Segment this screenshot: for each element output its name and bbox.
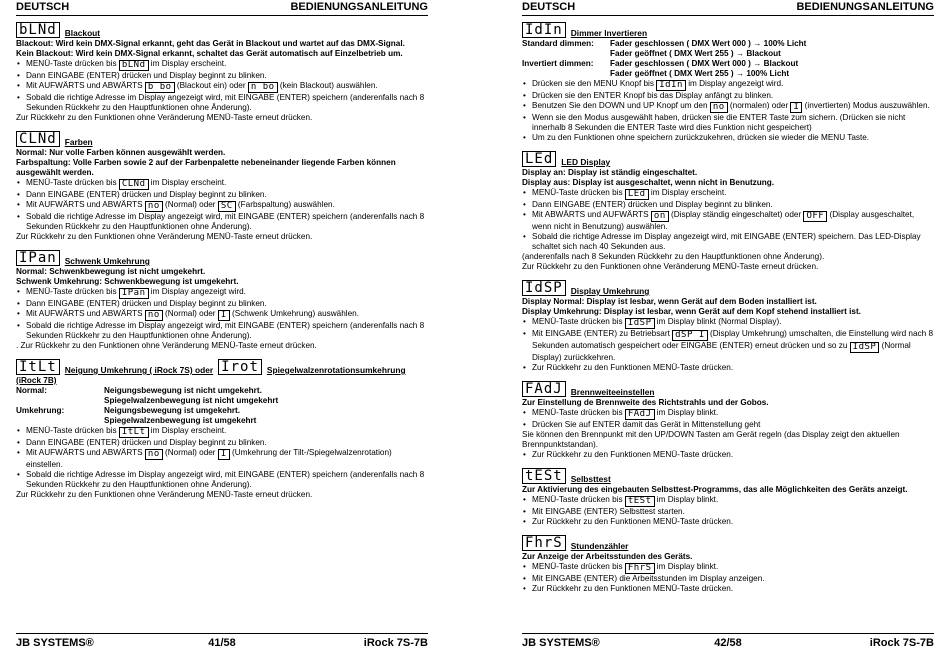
section-title: Neigung Umkehrung ( iRock 7S) oder bbox=[64, 365, 214, 375]
list-item: • Sobald die richtige Adresse im Display angezeigt wird, mit EINGABE (ENTER) speichern (anderenfalls nach 8 Sekunden Rückkehr zu den Hauptfunktionen ohne Änderung). bbox=[26, 212, 428, 232]
lcd-display-icon: LEd bbox=[625, 189, 649, 200]
list-item: • Dann EINGABE (ENTER) drücken und Display beginnt zu blinken. bbox=[26, 71, 428, 81]
desc-line: Display Normal: Display ist lesbar, wenn Gerät auf dem Boden installiert ist. bbox=[522, 297, 817, 306]
lcd-display-icon: I bbox=[218, 310, 230, 321]
section-title: Spiegelwalzenrotationsumkehrung bbox=[266, 365, 406, 375]
lcd-display-icon: tESt bbox=[522, 468, 566, 484]
desc-line: Farbspaltung: Volle Farben sowie 2 auf der Farbenpalette nebeneinander liegende Farben können ausgewählt werden. bbox=[16, 158, 396, 177]
list-item: • Zur Rückkehr zu den Funktionen MENÜ-Taste drücken. bbox=[532, 584, 934, 594]
return-note: . Zur Rückkehr zu den Funktionen ohne Veränderung MENÜ-Taste erneut drücken. bbox=[16, 341, 317, 350]
page-left bbox=[16, 0, 428, 654]
note: (anderenfalls nach 8 Sekunden Rückkehr zu den Hauptfunktionen ohne Änderung). bbox=[522, 252, 825, 261]
list-item: • Um zu den Funktionen ohne speichern zurückzukehren, drücken sie wieder die MENU Taste. bbox=[532, 133, 934, 143]
footer-rule bbox=[16, 633, 428, 634]
lcd-display-icon: n bo bbox=[248, 82, 278, 93]
lcd-display-icon: bLNd bbox=[119, 60, 149, 71]
note: Sie können den Brennpunkt mit den UP/DOWN Tasten am Gerät regeln (das Display zeigt den aktuellen Brennpunktstandan). bbox=[522, 430, 900, 449]
section-blackout bbox=[16, 22, 428, 123]
lcd-display-icon: CLNd bbox=[119, 179, 149, 190]
lcd-display-icon: FAdJ bbox=[625, 409, 655, 420]
list-item: • Dann EINGABE (ENTER) drücken und Display beginnt zu blinken. bbox=[532, 200, 934, 210]
desc-line: Display Umkehrung: Display ist lesbar, wenn Gerät auf dem Kopf stehend installiert ist. bbox=[522, 307, 861, 316]
header-language: DEUTSCH bbox=[522, 1, 576, 13]
list-item: • MENÜ-Taste drücken bis CLNd im Display erscheint. bbox=[26, 178, 428, 190]
page-body bbox=[522, 22, 934, 602]
lcd-display-icon: IdIn bbox=[522, 22, 566, 38]
lcd-display-icon: FhrS bbox=[522, 535, 566, 551]
section-dimmer bbox=[522, 22, 934, 143]
page-header bbox=[522, 0, 934, 14]
lcd-display-icon: IdSP bbox=[625, 318, 655, 329]
list-item: • MENÜ-Taste drücken bis FhrS im Display blinkt. bbox=[532, 562, 934, 574]
lcd-display-icon: no bbox=[145, 201, 163, 212]
footer-rule bbox=[522, 633, 934, 634]
footer-model: iRock 7S-7B bbox=[363, 637, 428, 649]
section-led-display bbox=[522, 151, 934, 272]
lcd-display-icon: SC bbox=[218, 201, 236, 212]
list-item: • Zur Rückkehr zu den Funktionen MENÜ-Taste drücken. bbox=[532, 517, 934, 527]
mode-table: Standard dimmen: Fader geschlossen ( DMX Wert 000 ) → 100% Licht Fader geöffnet ( DMX Wert 255 ) → Blackout Invertiert dimmen: Fader geschlossen ( DMX Wert 000 ) → Blackout Fader geöffnet ( DMX Wert 255 ) → 100% Licht bbox=[522, 39, 807, 78]
page-right bbox=[522, 0, 934, 654]
return-note: Zur Rückkehr zu den Funktionen ohne Veränderung MENÜ-Taste erneut drücken. bbox=[16, 490, 313, 499]
desc-line: Zur Aktivierung des eingebauten Selbsttest-Programms, das alle Möglichkeiten des Geräts anzeigt. bbox=[522, 485, 908, 494]
list-item: • Mit EINGABE (ENTER) die Arbeitsstunden im Display anzeigen. bbox=[532, 574, 934, 584]
lcd-display-icon: IPan bbox=[119, 288, 149, 299]
list-item: • MENÜ-Taste drücken bis bLNd im Display erscheint. bbox=[26, 59, 428, 71]
list-item: • MENÜ-Taste drücken bis LEd im Display erscheint. bbox=[532, 188, 934, 200]
page-footer bbox=[16, 636, 428, 650]
desc-line: Display aus: Display ist ausgeschaltet, wenn nicht in Benutzung. bbox=[522, 178, 775, 187]
list-item: • MENÜ-Taste drücken bis IPan im Display angezeigt wird. bbox=[26, 287, 428, 299]
footer-model: iRock 7S-7B bbox=[869, 637, 934, 649]
lcd-display-icon: CLNd bbox=[16, 131, 60, 147]
section-title: Schwenk Umkehrung bbox=[64, 256, 150, 266]
lcd-display-icon: on bbox=[651, 211, 669, 222]
lcd-display-icon: no bbox=[710, 102, 728, 113]
lcd-display-icon: b bo bbox=[145, 82, 175, 93]
list-item: • Mit EINGABE (ENTER) Selbsttest starten. bbox=[532, 507, 934, 517]
section-farben bbox=[16, 131, 428, 242]
footer-brand: JB SYSTEMS® bbox=[16, 637, 94, 649]
lcd-display-icon: FAdJ bbox=[522, 381, 566, 397]
header-title: BEDIENUNGSANLEITUNG bbox=[290, 1, 428, 13]
lcd-display-icon: LEd bbox=[522, 151, 556, 167]
list-item: • Mit ABWÄRTS und AUFWÄRTS on (Display ständig eingeschaltet) oder OFF (Display ausgeschaltet, wenn nicht in Benutzung) auswählen. bbox=[532, 210, 934, 232]
section-stundenzaehler bbox=[522, 535, 934, 594]
list-item: • MENÜ-Taste drücken bis tESt im Display blinkt. bbox=[532, 495, 934, 507]
lcd-display-icon: OFF bbox=[803, 211, 827, 222]
desc-line: Display an: Display ist ständig eingeschaltet. bbox=[522, 168, 698, 177]
section-title: Dimmer Invertieren bbox=[570, 28, 648, 38]
list-item: • MENÜ-Taste drücken bis FAdJ im Display blinkt. bbox=[532, 408, 934, 420]
list-item: • Dann EINGABE (ENTER) drücken und Display beginnt zu blinken. bbox=[26, 190, 428, 200]
return-note: Zur Rückkehr zu den Funktionen ohne Veränderung MENÜ-Taste erneut drücken. bbox=[16, 232, 313, 241]
lcd-display-icon: I bbox=[218, 449, 230, 460]
lcd-display-icon: no bbox=[145, 449, 163, 460]
list-item: • Zur Rückkehr zu den Funktionen MENÜ-Taste drücken. bbox=[532, 363, 934, 373]
desc-line: Normal: Nur volle Farben können ausgewählt werden. bbox=[16, 148, 226, 157]
section-brennweite bbox=[522, 381, 934, 460]
list-item: • Mit AUFWÄRTS und ABWÄRTS no (Normal) oder SC (Farbspaltung) auswählen. bbox=[26, 200, 428, 212]
return-note: Zur Rückkehr zu den Funktionen ohne Veränderung MENÜ-Taste erneut drücken. bbox=[16, 113, 313, 122]
section-title: Brennweiteeinstellen bbox=[570, 387, 655, 397]
header-rule bbox=[16, 15, 428, 16]
lcd-display-icon: IdIn bbox=[656, 80, 686, 91]
list-item: • Wenn sie den Modus ausgewählt haben, drücken sie die ENTER Taste zum sichern. (Drücken sie nicht innerhalb 8 Sekunden die ENTER Taste wird dies Funktion nicht gespeichert) bbox=[532, 113, 934, 133]
section-neigung bbox=[16, 359, 428, 500]
lcd-display-icon: IdSP bbox=[522, 280, 566, 296]
desc-line: Blackout: Wird kein DMX-Signal erkannt, geht das Gerät in Blackout und wartet auf das DMX-Signal. bbox=[16, 39, 405, 48]
list-item: • Drücken sie den MENU Knopf bis IdIn im Display angezeigt wird. bbox=[532, 79, 934, 91]
desc-line: Schwenk Umkehrung: Schwenkbewegung ist umgekehrt. bbox=[16, 277, 239, 286]
list-item: • Benutzen Sie den DOWN und UP Knopf um den no (normalen) oder I (invertierten) Modus auszuwählen. bbox=[532, 101, 934, 113]
header-rule bbox=[522, 15, 934, 16]
list-item: • Sobald die richtige Adresse im Display angezeigt wird, mit EINGABE (ENTER) speichern (anderenfalls nach 8 Sekunden Rückkehr zu den Hauptfunktionen ohne Änderung). bbox=[26, 321, 428, 341]
section-title: LED Display bbox=[561, 157, 611, 167]
list-item: • Drücken sie den ENTER Knopf bis das Display anfängt zu blinken. bbox=[532, 91, 934, 101]
page-number: 42/58 bbox=[714, 637, 742, 649]
desc-line: Zur Anzeige der Arbeitsstunden des Geräts. bbox=[522, 552, 693, 561]
header-title: BEDIENUNGSANLEITUNG bbox=[796, 1, 934, 13]
section-title: Stundenzähler bbox=[570, 541, 629, 551]
lcd-display-icon: bLNd bbox=[16, 22, 60, 38]
lcd-display-icon: no bbox=[145, 310, 163, 321]
list-item: • Mit AUFWÄRTS und ABWÄRTS no (Normal) oder I (Schwenk Umkehrung) auswählen. bbox=[26, 309, 428, 321]
desc-line: Kein Blackout: Wird kein DMX-Signal erkannt, schaltet das Gerät automatisch auf Einzelbetrieb um. bbox=[16, 49, 403, 58]
list-item: • Mit AUFWÄRTS und ABWÄRTS b bo (Blackout ein) oder n bo (kein Blackout) auswählen. bbox=[26, 81, 428, 93]
section-schwenk bbox=[16, 250, 428, 351]
footer-brand: JB SYSTEMS® bbox=[522, 637, 600, 649]
desc-line: Zur Einstellung de Brennweite des Richtstrahls und der Gobos. bbox=[522, 398, 769, 407]
list-item: • Zur Rückkehr zu den Funktionen MENÜ-Taste drücken. bbox=[532, 450, 934, 460]
section-title: Selbsttest bbox=[570, 474, 611, 484]
list-item: • Mit AUFWÄRTS und ABWÄRTS no (Normal) oder I (Umkehrung der Tilt-/Spiegelwalzenrotation) einstellen. bbox=[26, 448, 428, 470]
lcd-display-icon: Irot bbox=[218, 359, 262, 375]
desc-line: Normal: Schwenkbewegung ist nicht umgekehrt. bbox=[16, 267, 206, 276]
section-selbsttest bbox=[522, 468, 934, 527]
list-item: • MENÜ-Taste drücken bis IdSP im Display blinkt (Normal Display). bbox=[532, 317, 934, 329]
page-number: 41/58 bbox=[208, 637, 236, 649]
lcd-display-icon: ItLt bbox=[16, 359, 60, 375]
lcd-display-icon: ItLt bbox=[119, 427, 149, 438]
list-item: • Sobald die richtige Adresse im Display angezeigt wird, mit EINGABE (ENTER) speichern (anderenfalls nach 8 Sekunden Rückkehr zu den Hauptfunktionen ohne Änderung). bbox=[26, 93, 428, 113]
section-title: Blackout bbox=[64, 28, 101, 38]
list-item: • Sobald die richtige Adresse im Display angezeigt wird, mit EINGABE (ENTER) speichern (anderenfalls nach 8 Sekunden Rückkehr zu den Hauptfunktionen ohne Änderung). bbox=[26, 470, 428, 490]
list-item: • Dann EINGABE (ENTER) drücken und Display beginnt zu blinken. bbox=[26, 299, 428, 309]
list-item: • Sobald die richtige Adresse im Display angezeigt wird, mit EINGABE (ENTER) speichern. Das LED-Display schaltet sich nach 40 Sekunden aus. bbox=[532, 232, 934, 252]
lcd-display-icon: I bbox=[790, 102, 802, 113]
return-note: Zur Rückkehr zu den Funktionen ohne Veränderung MENÜ-Taste erneut drücken. bbox=[522, 262, 819, 271]
section-title: Display Umkehrung bbox=[570, 286, 650, 296]
section-title: Farben bbox=[64, 137, 93, 147]
lcd-display-icon: IPan bbox=[16, 250, 60, 266]
page-footer bbox=[522, 636, 934, 650]
mode-table: Normal: Neigungsbewegung ist nicht umgekehrt. Spiegelwalzenbewegung ist nicht umgekehrt Umkehrung: Neigungsbewegung ist umgekehrt. Spiegelwalzenbewegung ist umgekehrt bbox=[16, 386, 279, 425]
lcd-display-icon: dSP I bbox=[672, 330, 708, 341]
list-item: • Drücken Sie auf ENTER damit das Gerät in Mittenstellung geht bbox=[532, 420, 934, 430]
page-body bbox=[16, 22, 428, 508]
list-item: • Dann EINGABE (ENTER) drücken und Display beginnt zu blinken. bbox=[26, 438, 428, 448]
lcd-display-icon: FhrS bbox=[625, 563, 655, 574]
page-header bbox=[16, 0, 428, 14]
header-language: DEUTSCH bbox=[16, 1, 70, 13]
lcd-display-icon: tESt bbox=[625, 496, 655, 507]
section-display-umkehrung bbox=[522, 280, 934, 373]
section-title: (iRock 7B) bbox=[16, 376, 57, 385]
lcd-display-icon: IdSP bbox=[850, 342, 880, 353]
list-item: • MENÜ-Taste drücken bis ItLt im Display erscheint. bbox=[26, 426, 428, 438]
list-item: • Mit EINGABE (ENTER) zu Betriebsart dSP I (Display Umkehrung) umschalten, die Einstellung wird nach 8 Sekunden automatisch gespeichert oder EINGABE (ENTER) erneut drücken und so zu IdSP (Normal Display) zurückkehren. bbox=[532, 329, 934, 363]
